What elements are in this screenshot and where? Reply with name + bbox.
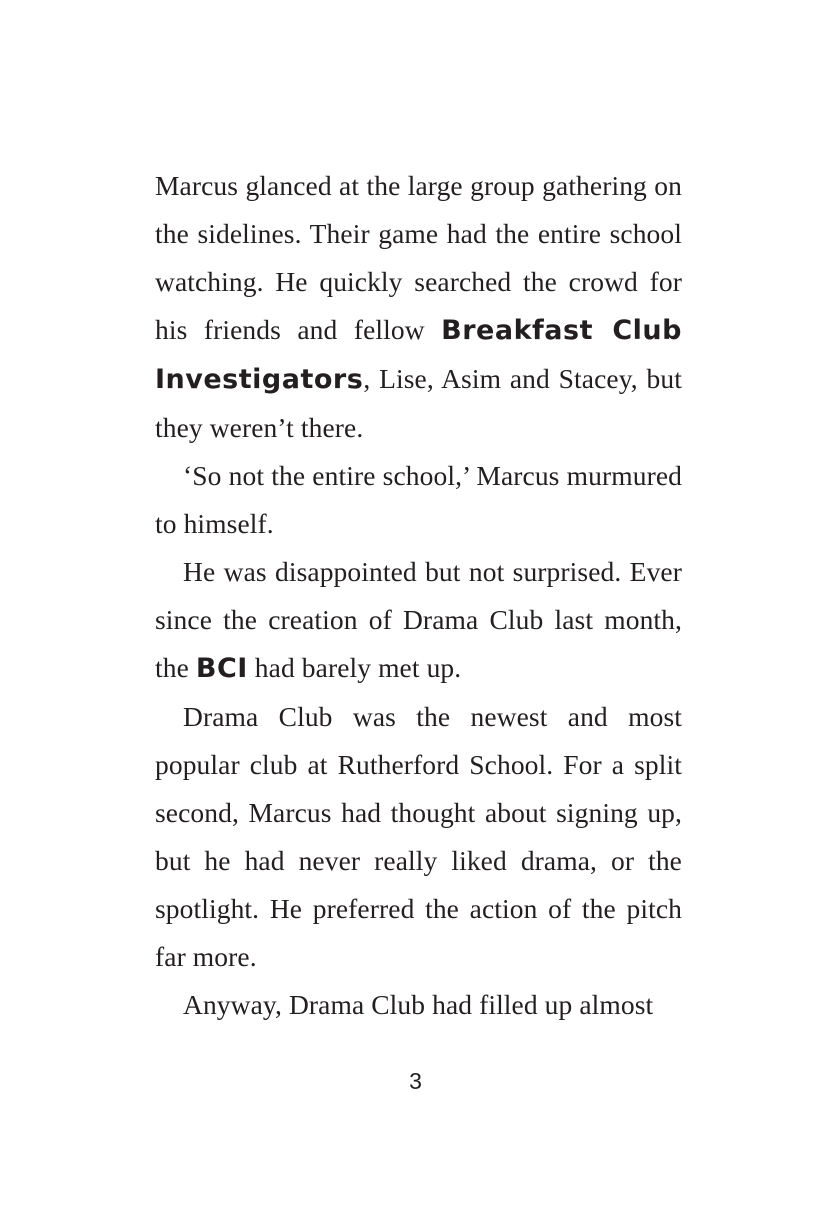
brand-bci: BCI bbox=[195, 653, 248, 684]
paragraph-1-before: Marcus glanced at the large group gathering on the sidelines. Their game had the entire school watching. He quickly searched the crowd for his friends and fellow bbox=[155, 170, 682, 345]
paragraph-1 bbox=[155, 162, 682, 452]
paragraph-2: ‘So not the entire school,’ Marcus murmured to himself. bbox=[155, 460, 682, 539]
paragraph-1-after: , Lise, Asim and Stacey, but they weren’t there. bbox=[155, 363, 682, 443]
paragraph-3 bbox=[155, 548, 682, 693]
page-body bbox=[155, 162, 682, 1029]
brand-breakfast-club-investigators: Breakfast Club Investigators bbox=[155, 315, 682, 395]
paragraph-5: Anyway, Drama Club had filled up almost bbox=[183, 989, 654, 1020]
page-number: 3 bbox=[409, 1068, 422, 1094]
paragraph-3-after: had barely met up. bbox=[247, 652, 462, 683]
paragraph-4: Drama Club was the newest and most popular club at Rutherford School. For a split second, Marcus had thought about signing up, but he had never really liked drama, or the spotlight. He preferred the action of the pitch far more. bbox=[155, 701, 682, 972]
paragraph-3-before: He was disappointed but not surprised. Ever since the creation of Drama Club last month, the bbox=[155, 556, 682, 683]
